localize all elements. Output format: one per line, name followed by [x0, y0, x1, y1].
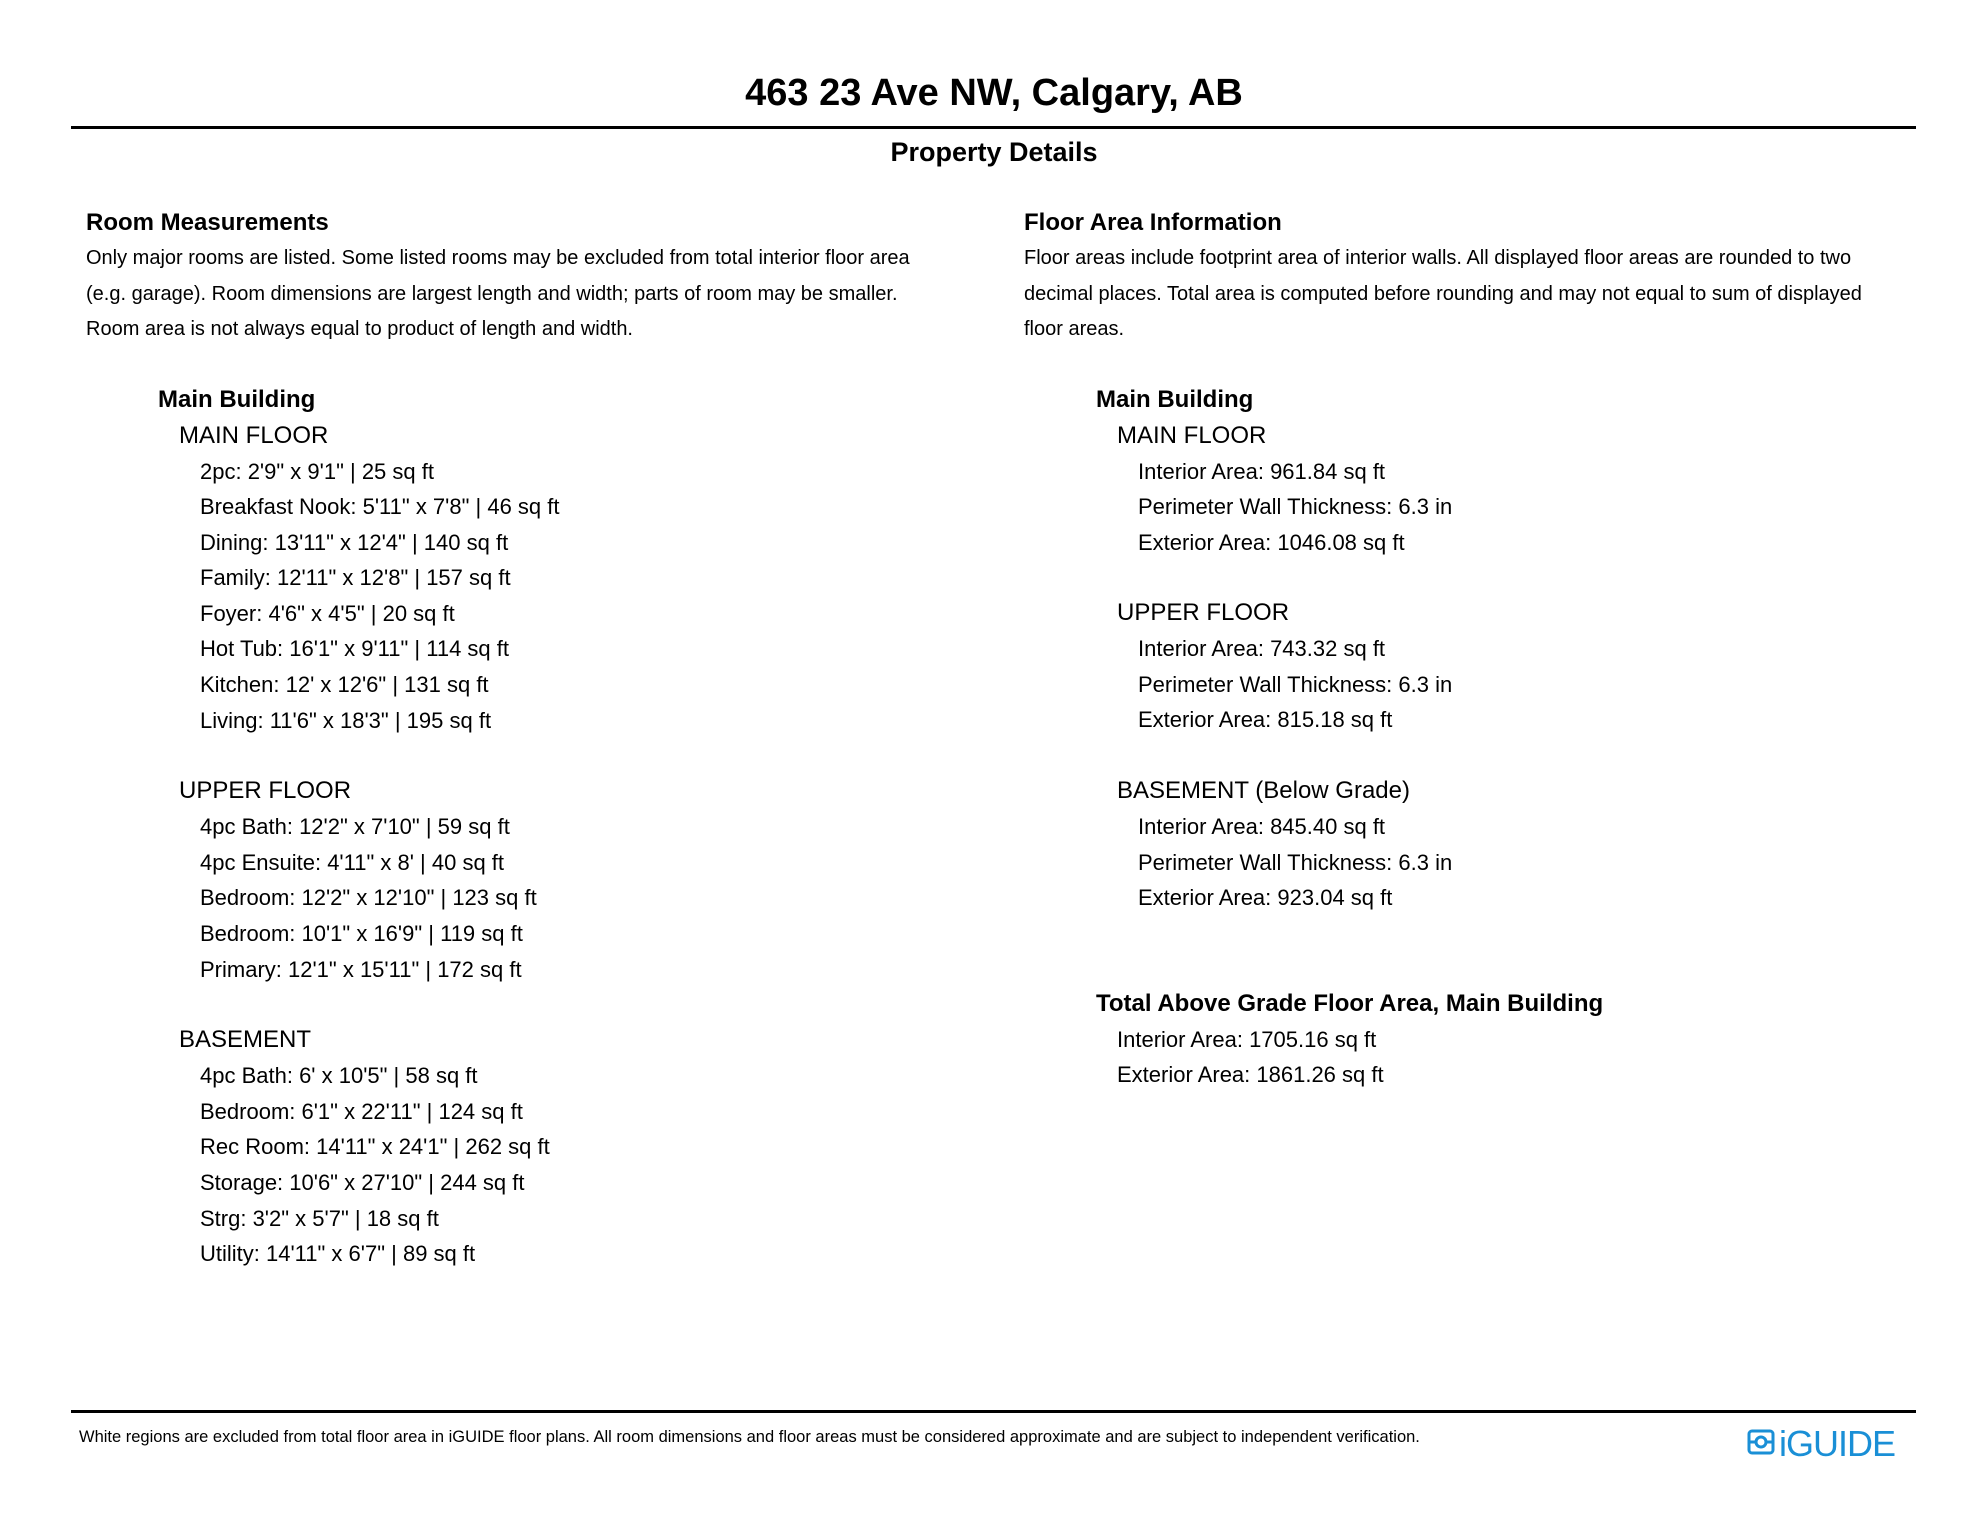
total-area-row: Exterior Area: 1861.26 sq ft — [1117, 1062, 1384, 1088]
description-line: Room area is not always equal to product of length and width. — [86, 318, 633, 340]
room-row: 4pc Bath: 6' x 10'5" | 58 sq ft — [200, 1063, 478, 1089]
building-heading: Main Building — [158, 385, 316, 413]
room-list — [200, 454, 986, 739]
logo-text: iGUIDE — [1779, 1423, 1896, 1464]
area-list — [1138, 809, 1934, 916]
area-row: Perimeter Wall Thickness: 6.3 in — [1138, 671, 1453, 697]
building-heading: Main Building — [1096, 385, 1254, 413]
room-list — [200, 1058, 986, 1272]
area-row: Exterior Area: 815.18 sq ft — [1138, 707, 1393, 733]
room-list — [200, 809, 986, 987]
room-row: Bedroom: 10'1" x 16'9" | 119 sq ft — [200, 921, 523, 947]
area-row: Interior Area: 845.40 sq ft — [1138, 814, 1386, 840]
room-row: 2pc: 2'9" x 9'1" | 25 sq ft — [200, 458, 434, 484]
room-row: Primary: 12'1" x 15'11" | 172 sq ft — [200, 956, 522, 982]
room-row: Rec Room: 14'11" x 24'1" | 262 sq ft — [200, 1134, 550, 1160]
total-area-heading: Total Above Grade Floor Area, Main Building — [1096, 989, 1604, 1017]
floor-heading: UPPER FLOOR — [179, 777, 352, 805]
description-line: Floor areas include footprint area of interior walls. All displayed floor areas are rounded to two — [1024, 247, 1852, 269]
room-row: Utility: 14'11" x 6'7" | 89 sq ft — [200, 1241, 476, 1267]
floor-heading: MAIN FLOOR — [1117, 421, 1267, 449]
description-line: floor areas. — [1024, 318, 1125, 340]
floor-area-heading: Floor Area Information — [1024, 209, 1282, 236]
area-row: Exterior Area: 1046.08 sq ft — [1138, 529, 1405, 555]
area-row: Exterior Area: 923.04 sq ft — [1138, 885, 1393, 911]
page-subtitle: Property Details — [890, 137, 1098, 167]
room-row: Family: 12'11" x 12'8" | 157 sq ft — [200, 565, 511, 591]
area-list — [1138, 454, 1934, 561]
total-area-list — [1117, 1022, 1934, 1093]
room-row: Breakfast Nook: 5'11" x 7'8" | 46 sq ft — [200, 494, 560, 520]
room-row: Living: 11'6" x 18'3" | 195 sq ft — [200, 707, 492, 733]
room-row: 4pc Ensuite: 4'11" x 8' | 40 sq ft — [200, 849, 505, 875]
camera-box-icon — [1747, 1427, 1775, 1462]
iguide-logo — [1747, 1424, 1895, 1464]
floor-area-section — [1024, 205, 1934, 1093]
room-row: Storage: 10'6" x 27'10" | 244 sq ft — [200, 1170, 525, 1195]
total-area-row: Interior Area: 1705.16 sq ft — [1117, 1026, 1377, 1052]
area-row: Interior Area: 743.32 sq ft — [1138, 636, 1386, 662]
room-row: Foyer: 4'6" x 4'5" | 20 sq ft — [200, 600, 455, 626]
floor-heading: BASEMENT (Below Grade) — [1117, 777, 1410, 805]
room-row: Hot Tub: 16'1" x 9'11" | 114 sq ft — [200, 636, 509, 662]
room-row: 4pc Bath: 12'2" x 7'10" | 59 sq ft — [200, 814, 510, 840]
floor-heading: MAIN FLOOR — [179, 421, 329, 449]
footer-disclaimer: White regions are excluded from total floor area in iGUIDE floor plans. All room dimensions and floor areas must be considered approximate and are subject to independent verification. — [79, 1428, 1420, 1446]
room-row: Strg: 3'2" x 5'7" | 18 sq ft — [200, 1205, 439, 1231]
header-divider — [71, 126, 1916, 129]
floor-heading: UPPER FLOOR — [1117, 599, 1290, 627]
page-title: 463 23 Ave NW, Calgary, AB — [745, 72, 1243, 114]
room-row: Bedroom: 12'2" x 12'10" | 123 sq ft — [200, 885, 537, 911]
room-row: Dining: 13'11" x 12'4" | 140 sq ft — [200, 529, 509, 555]
room-row: Bedroom: 6'1" x 22'11" | 124 sq ft — [200, 1098, 523, 1124]
footer-divider — [71, 1410, 1916, 1413]
room-row: Kitchen: 12' x 12'6" | 131 sq ft — [200, 672, 489, 698]
floor-heading: BASEMENT — [179, 1026, 312, 1054]
floor-area-description — [1024, 241, 1934, 348]
area-row: Perimeter Wall Thickness: 6.3 in — [1138, 849, 1453, 875]
area-list — [1138, 631, 1934, 738]
description-line: (e.g. garage). Room dimensions are largest length and width; parts of room may be smaller. — [86, 282, 898, 305]
room-measurements-section — [86, 205, 986, 1272]
room-measurements-description — [86, 241, 986, 348]
area-row: Perimeter Wall Thickness: 6.3 in — [1138, 494, 1453, 520]
area-row: Interior Area: 961.84 sq ft — [1138, 458, 1386, 484]
room-measurements-heading: Room Measurements — [86, 209, 329, 236]
description-line: Only major rooms are listed. Some listed rooms may be excluded from total interior floor area — [86, 247, 910, 269]
description-line: decimal places. Total area is computed before rounding and may not equal to sum of displayed — [1024, 282, 1862, 305]
